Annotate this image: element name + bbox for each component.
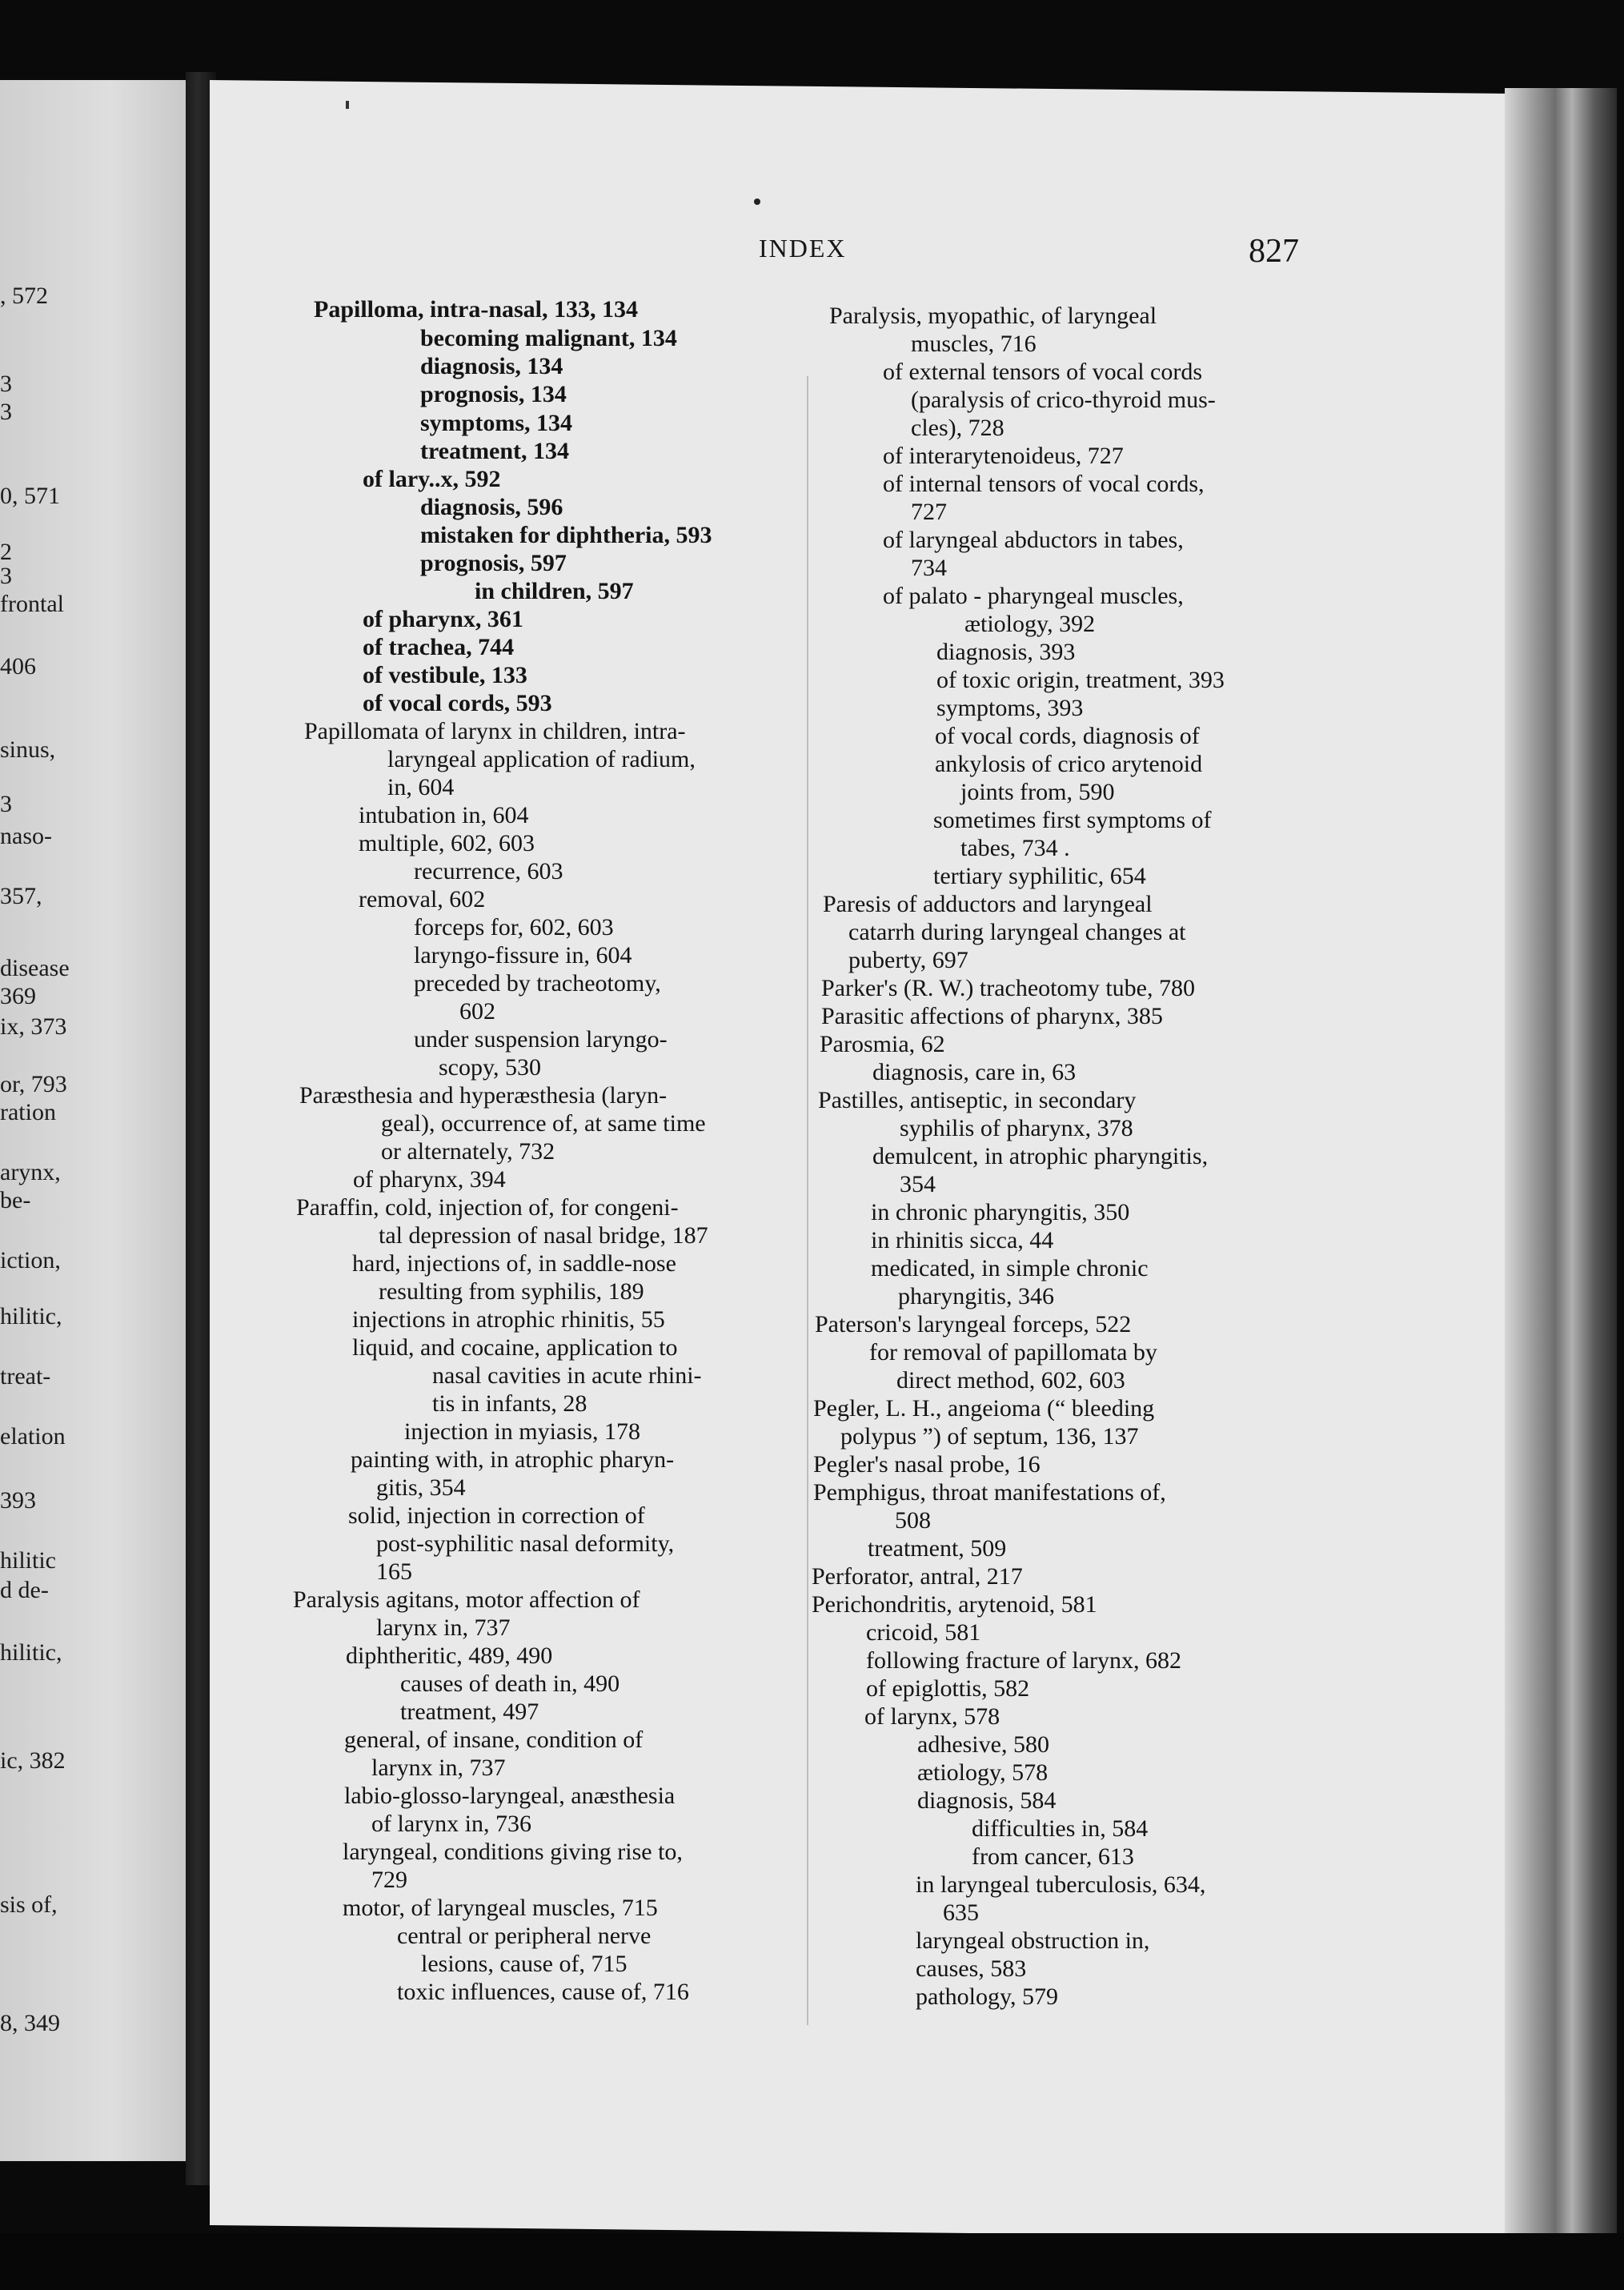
index-entry: in, 604 <box>387 774 455 800</box>
index-entry: in chronic pharyngitis, 350 <box>871 1199 1130 1225</box>
index-entry: of palato - pharyngeal muscles, <box>883 583 1184 609</box>
fragment-line: hilitic, <box>0 1639 62 1666</box>
fragment-line: frontal <box>0 591 64 617</box>
index-entry: treatment, 497 <box>400 1698 539 1725</box>
index-entry: under suspension laryngo- <box>414 1026 668 1053</box>
index-entry: treatment, 134 <box>420 438 570 464</box>
fragment-line: ic, 382 <box>0 1747 66 1774</box>
index-entry: larynx in, 737 <box>371 1755 506 1781</box>
index-entry: Pegler, L. H., angeioma (“ bleeding <box>813 1395 1155 1422</box>
index-entry: treatment, 509 <box>868 1535 1007 1562</box>
index-entry: ætiology, 578 <box>917 1759 1049 1786</box>
index-entry: general, of insane, condition of <box>344 1727 644 1753</box>
fragment-line: hilitic <box>0 1547 56 1574</box>
index-entry: nasal cavities in acute rhini- <box>432 1362 702 1389</box>
index-entry: becoming malignant, 134 <box>420 325 677 351</box>
fragment-line: iction, <box>0 1247 61 1273</box>
fragment-line: 3 <box>0 791 12 817</box>
speck-mark <box>754 199 760 205</box>
fragment-line: sinus, <box>0 736 56 763</box>
index-entry: central or peripheral nerve <box>397 1923 652 1949</box>
fragment-line: naso- <box>0 823 52 849</box>
index-entry: of internal tensors of vocal cords, <box>883 471 1205 497</box>
index-entry: Paralysis, myopathic, of laryngeal <box>829 303 1157 329</box>
index-entry: ankylosis of crico arytenoid <box>935 751 1203 777</box>
index-entry: larynx in, 737 <box>376 1614 511 1641</box>
fragment-line: 406 <box>0 653 36 680</box>
index-entry: Paræsthesia and hyperæsthesia (laryn- <box>299 1082 668 1109</box>
index-entry: of vestibule, 133 <box>363 662 527 688</box>
index-entry: 354 <box>900 1171 936 1197</box>
fragment-line: 2 <box>0 539 12 565</box>
index-entry: of toxic origin, treatment, 393 <box>936 667 1225 693</box>
index-entry: post-syphilitic nasal deformity, <box>376 1530 675 1557</box>
index-entry: laryngeal application of radium, <box>387 746 696 772</box>
index-entry: diagnosis, 596 <box>420 494 563 520</box>
fragment-line: or, 793 <box>0 1071 67 1097</box>
index-entry: intubation in, 604 <box>359 802 529 828</box>
index-entry: tertiary syphilitic, 654 <box>933 863 1146 889</box>
fragment-line: 369 <box>0 983 36 1009</box>
index-entry: Paresis of adductors and laryngeal <box>823 891 1153 917</box>
index-entry: Parker's (R. W.) tracheotomy tube, 780 <box>821 975 1195 1001</box>
index-entry: muscles, 716 <box>911 331 1037 357</box>
index-entry: difficulties in, 584 <box>972 1815 1149 1842</box>
index-entry: 602 <box>459 998 495 1025</box>
column-divider <box>807 376 808 2025</box>
index-entry: catarrh during laryngeal changes at <box>848 919 1186 945</box>
fragment-line: 8, 349 <box>0 2010 60 2036</box>
index-entry: Papilloma, intra-nasal, 133, 134 <box>314 296 639 323</box>
fragment-line: sis of, <box>0 1891 58 1918</box>
background-bottom <box>0 2233 1624 2290</box>
fragment-line: 393 <box>0 1487 36 1514</box>
index-entry: diphtheritic, 489, 490 <box>346 1642 553 1669</box>
index-entry: of vocal cords, 593 <box>363 690 552 716</box>
index-entry: painting with, in atrophic pharyn- <box>351 1446 675 1473</box>
index-entry: tis in infants, 28 <box>432 1390 587 1417</box>
page-edge-stack <box>1505 88 1617 2249</box>
index-entry: following fracture of larynx, 682 <box>866 1647 1182 1674</box>
index-entry: prognosis, 134 <box>420 381 567 407</box>
fragment-line: be- <box>0 1187 31 1213</box>
index-entry: prognosis, 597 <box>420 550 567 576</box>
index-entry: resulting from syphilis, 189 <box>379 1278 644 1305</box>
fragment-line: disease <box>0 955 70 981</box>
index-entry: laryngeal, conditions giving rise to, <box>343 1839 683 1865</box>
index-entry: multiple, 602, 603 <box>359 830 535 856</box>
index-entry: demulcent, in atrophic pharyngitis, <box>872 1143 1209 1169</box>
fragment-line: , 572 <box>0 283 48 309</box>
index-entry: Parosmia, 62 <box>820 1031 945 1057</box>
index-entry: Paterson's laryngeal forceps, 522 <box>815 1311 1132 1338</box>
index-entry: symptoms, 134 <box>420 410 573 436</box>
index-entry: Papillomata of larynx in children, intra- <box>304 718 686 744</box>
index-entry: from cancer, 613 <box>972 1843 1134 1870</box>
index-entry: of larynx in, 736 <box>371 1811 531 1837</box>
index-entry: forceps for, 602, 603 <box>414 914 614 940</box>
index-entry: joints from, 590 <box>960 779 1115 805</box>
fragment-line: ix, 373 <box>0 1013 67 1040</box>
index-entry: 165 <box>376 1558 412 1585</box>
running-header: INDEX <box>759 234 847 263</box>
index-entry: diagnosis, 393 <box>936 639 1076 665</box>
index-entry: motor, of laryngeal muscles, 715 <box>343 1895 658 1921</box>
index-entry: symptoms, 393 <box>936 695 1084 721</box>
index-entry: tal depression of nasal bridge, 187 <box>379 1222 708 1249</box>
index-entry: gitis, 354 <box>376 1474 466 1501</box>
index-entry: in children, 597 <box>475 578 634 604</box>
index-entry: ætiology, 392 <box>964 611 1096 637</box>
page-number: 827 <box>1249 233 1299 270</box>
index-entry: pharyngitis, 346 <box>898 1283 1054 1309</box>
index-entry: toxic influences, cause of, 716 <box>397 1979 689 2005</box>
index-entry: of laryngeal abductors in tabes, <box>883 527 1184 553</box>
index-entry: polypus ”) of septum, 136, 137 <box>840 1423 1139 1450</box>
index-entry: diagnosis, 584 <box>917 1787 1057 1814</box>
fragment-line: d de- <box>0 1577 49 1603</box>
index-entry: causes, 583 <box>916 1955 1027 1982</box>
index-entry: in laryngeal tuberculosis, 634, <box>916 1871 1206 1898</box>
index-entry: 635 <box>943 1899 979 1926</box>
index-entry: Parasitic affections of pharynx, 385 <box>821 1003 1163 1029</box>
index-entry: 734 <box>911 555 947 581</box>
index-entry: of larynx, 578 <box>864 1703 1000 1730</box>
index-entry: preceded by tracheotomy, <box>414 970 661 997</box>
index-entry: injections in atrophic rhinitis, 55 <box>352 1306 665 1333</box>
fragment-line: treat- <box>0 1363 51 1390</box>
fragment-line: arynx, <box>0 1159 61 1185</box>
index-entry: or alternately, 732 <box>381 1138 555 1165</box>
fragment-line: 3 <box>0 563 12 589</box>
index-entry: injection in myiasis, 178 <box>404 1418 640 1445</box>
fragment-line: ration <box>0 1099 56 1125</box>
index-entry: removal, 602 <box>359 886 486 912</box>
index-entry: causes of death in, 490 <box>400 1670 620 1697</box>
index-entry: for removal of papillomata by <box>869 1339 1157 1366</box>
index-entry: solid, injection in correction of <box>348 1502 645 1529</box>
index-entry: cles), 728 <box>911 415 1004 441</box>
fragment-line: elation <box>0 1423 66 1450</box>
index-entry: sometimes first symptoms of <box>933 807 1212 833</box>
index-entry: tabes, 734 . <box>960 835 1070 861</box>
fragment-line: 0, 571 <box>0 483 60 509</box>
index-entry: diagnosis, care in, 63 <box>872 1059 1077 1085</box>
index-entry: diagnosis, 134 <box>420 353 563 379</box>
index-entry: of pharynx, 394 <box>353 1166 506 1193</box>
index-entry: Perforator, antral, 217 <box>812 1563 1023 1590</box>
index-entry: Paralysis agitans, motor affection of <box>293 1586 640 1613</box>
index-entry: 508 <box>895 1507 931 1534</box>
index-entry: labio-glosso-laryngeal, anæsthesia <box>344 1783 676 1809</box>
fragment-line: 3 <box>0 399 12 425</box>
speck-mark <box>346 101 349 109</box>
index-entry: syphilis of pharynx, 378 <box>900 1115 1133 1141</box>
index-entry: lesions, cause of, 715 <box>421 1951 628 1977</box>
index-entry: cricoid, 581 <box>866 1619 981 1646</box>
fragment-line: hilitic, <box>0 1303 62 1329</box>
index-entry: hard, injections of, in saddle-nose <box>352 1250 676 1277</box>
index-entry: of epiglottis, 582 <box>866 1675 1030 1702</box>
index-entry: Perichondritis, arytenoid, 581 <box>812 1591 1097 1618</box>
index-entry: adhesive, 580 <box>917 1731 1049 1758</box>
index-entry: scopy, 530 <box>439 1054 542 1081</box>
index-entry: Paraffin, cold, injection of, for congeni- <box>296 1194 679 1221</box>
fragment-line: 357, <box>0 883 42 909</box>
index-entry: direct method, 602, 603 <box>896 1367 1125 1394</box>
index-entry: of external tensors of vocal cords <box>883 359 1203 385</box>
index-entry: of interarytenoideus, 727 <box>883 443 1124 469</box>
index-entry: in rhinitis sicca, 44 <box>871 1227 1054 1253</box>
index-entry: liquid, and cocaine, application to <box>352 1334 678 1361</box>
facing-page-fragment <box>0 80 186 2161</box>
index-entry: 727 <box>911 499 947 525</box>
index-entry: of vocal cords, diagnosis of <box>935 723 1200 749</box>
index-entry: Pemphigus, throat manifestations of, <box>813 1479 1166 1506</box>
index-entry: (paralysis of crico-thyroid mus- <box>911 387 1216 413</box>
index-entry: of lary..x, 592 <box>363 466 501 492</box>
fragment-line: 3 <box>0 371 12 397</box>
index-entry: pathology, 579 <box>916 1983 1059 2010</box>
index-entry: mistaken for diphtheria, 593 <box>420 522 712 548</box>
index-entry: 729 <box>371 1867 407 1893</box>
index-entry: geal), occurrence of, at same time <box>381 1110 706 1137</box>
index-entry: Pegler's nasal probe, 16 <box>813 1451 1041 1478</box>
index-entry: puberty, 697 <box>848 947 968 973</box>
index-entry: recurrence, 603 <box>414 858 563 884</box>
index-entry: of trachea, 744 <box>363 634 515 660</box>
index-entry: Pastilles, antiseptic, in secondary <box>818 1087 1137 1113</box>
index-entry: medicated, in simple chronic <box>871 1255 1149 1281</box>
index-entry: laryngeal obstruction in, <box>916 1927 1150 1954</box>
index-entry: laryngo-fissure in, 604 <box>414 942 632 969</box>
index-entry: of pharynx, 361 <box>363 606 523 632</box>
